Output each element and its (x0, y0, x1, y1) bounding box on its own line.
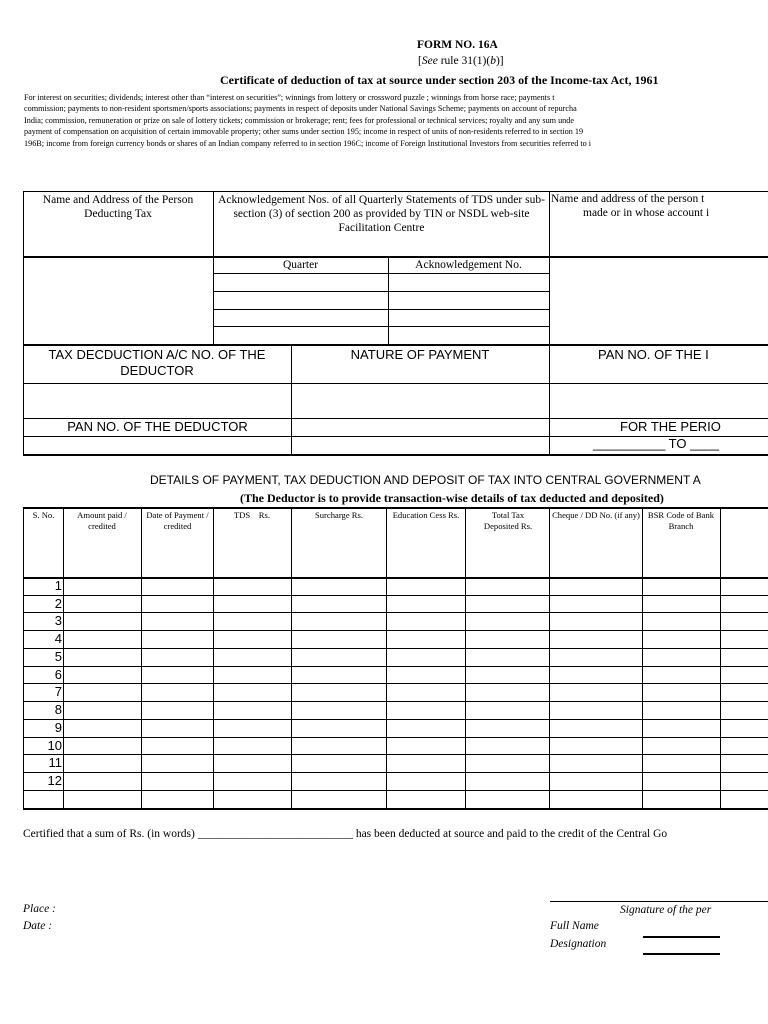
row-number: 7 (54, 684, 62, 699)
form-number: FORM NO. 16A (417, 39, 498, 51)
rule-see: See (421, 55, 438, 67)
nature-of-payment-label: NATURE OF PAYMENT (350, 347, 490, 362)
col-header-total-tax: Total Tax Deposited Rs. (483, 510, 533, 531)
rule-close-bracket: )] (495, 55, 504, 67)
details-subtitle: (The Deductor is to provide transaction-wise details of tax deducted and deposited) (240, 491, 664, 505)
col-header-cheque: Cheque / DD No. (if any) (552, 510, 640, 520)
certificate-title: Certificate of deduction of tax at source under section 203 of the Income-tax Act, 1961 (220, 73, 659, 87)
col-header-amount: Amount paid / credited (77, 510, 127, 531)
pan-deductor-label: PAN NO. OF THE DEDUCTOR (67, 419, 248, 434)
date-label: Date : (23, 920, 53, 932)
intro-line: For interest on securities; dividends; interest other than “interest on securities”; winnings from lottery or crossword puzzle ; winnings from horse race; payments t (24, 93, 555, 102)
payee-header-line1: Name and address of the person t (551, 193, 705, 205)
row-number: 4 (54, 631, 62, 646)
rule-open-bracket: [ (418, 55, 422, 67)
rule-number: rule 31(1)( (437, 55, 491, 67)
signature-label: Signature of the per (620, 904, 712, 916)
quarter-header: Quarter (282, 259, 319, 271)
details-title: DETAILS OF PAYMENT, TAX DEDUCTION AND DEPOSIT OF TAX INTO CENTRAL GOVERNMENT A (150, 473, 701, 487)
payee-header-line2: made or in whose account i (583, 207, 710, 219)
row-number: 6 (54, 667, 62, 682)
col-header-education-cess: Education Cess Rs. (392, 510, 460, 520)
row-number: 11 (48, 755, 62, 770)
rule-reference (418, 55, 504, 67)
intro-line: 196B; income from foreign currency bonds or shares of an Indian company referred to in section 196C; income of Foreign Institutional Investors from securities referred to i (24, 138, 592, 148)
acknowledgement-header: Acknowledgement Nos. of all Quarterly Statements of TDS under sub-section (3) of section 200 as provided by TIN or NSDL web-site Facilitation Centre (218, 194, 545, 234)
designation-line (643, 953, 720, 955)
period-range: __________ TO ____ (593, 436, 720, 451)
col-header-sno: S. No. (32, 510, 55, 520)
row-number: 2 (54, 596, 62, 611)
col-header-date: Date of Payment / credited (146, 510, 209, 531)
row-number: 10 (47, 738, 62, 753)
deductor-name-header: Name and Address of the Person Deducting Tax (42, 194, 194, 220)
intro-line: India; commission, remuneration or prize on sale of lottery tickets; commission or brokerage; rent; fees for professional or technical services; royalty and any sum unde (24, 115, 574, 125)
designation-label: Designation (550, 938, 607, 950)
intro-paragraph (24, 92, 768, 149)
col-header-tds: TDS Rs. (233, 510, 271, 520)
full-name-label: Full Name (550, 920, 599, 932)
place-label: Place : (23, 903, 56, 915)
row-number: 9 (54, 720, 62, 735)
signature-line (550, 901, 768, 902)
full-name-line (643, 936, 720, 938)
row-number: 8 (54, 702, 62, 717)
intro-line: commission; payments to non-resident sportsmen/sports associations; payments in respect of deposits under National Savings Scheme; payments on account of repurcha (24, 104, 577, 114)
acknowledgement-no-header: Acknowledgement No. (415, 259, 522, 271)
period-label: FOR THE PERIO (620, 419, 721, 434)
row-number: 5 (54, 649, 62, 664)
col-header-surcharge: Surcharge Rs. (314, 510, 364, 520)
tan-label: TAX DECDUCTION A/C NO. OF THE DEDUCTOR (48, 347, 266, 378)
certification-text: Certified that a sum of Rs. (in words) ___________________________ has been deducted at source and paid to the credit of the Central Go (23, 828, 668, 840)
col-header-bsr: BSR Code of Bank Branch (647, 510, 715, 531)
pan-payee-label: PAN NO. OF THE I (598, 347, 709, 362)
intro-line: payment of compensation on acquisition of certain immovable property; other sums under section 195; income in respect of units of non-residents referred to in section 19 (24, 127, 584, 137)
row-number: 12 (47, 773, 62, 788)
row-number: 1 (54, 578, 62, 593)
row-number: 3 (54, 613, 62, 628)
rule-clause: b (490, 55, 496, 67)
